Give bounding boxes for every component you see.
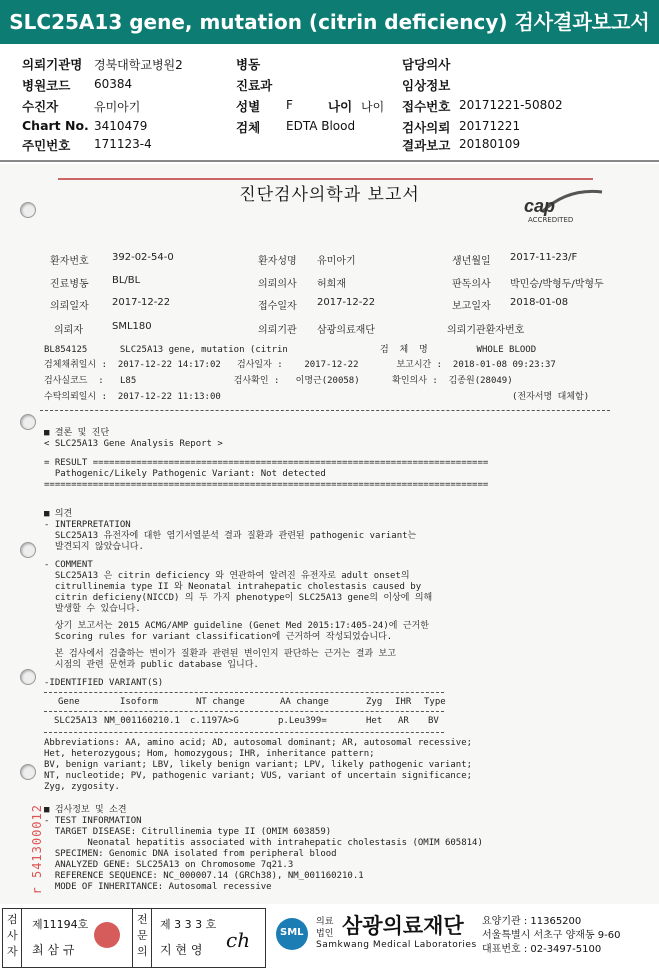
org-name: 삼광의료재단: [342, 914, 464, 938]
cell-aa-change: p.Leu399=: [278, 716, 327, 726]
cap-logo: [522, 186, 607, 226]
hospital-name-value: 경북대학교병원2: [94, 58, 183, 72]
col-gene: Gene: [58, 697, 80, 707]
cell-type: BV: [428, 716, 439, 726]
info-value: 2018-01-08: [510, 297, 569, 308]
identified-variants-heading: -IDENTIFIED VARIANT(S): [44, 678, 164, 688]
info-label: 보고일자: [452, 301, 491, 312]
opinion-heading: ■ 의견: [44, 509, 73, 519]
scanned-report: [0, 164, 659, 904]
info-label: 의뢰일자: [50, 301, 89, 312]
comment-line: SLC25A13 은 citrin deficiency 와 연관하여 알려진 유전자로 adult onset의: [44, 571, 410, 581]
vertical-barcode-text: r 541300012: [30, 804, 44, 895]
info-label: 환자번호: [50, 256, 89, 267]
hospital-code-label: 병원코드: [22, 78, 71, 93]
info-value: SML180: [112, 321, 152, 332]
abbr-line: BV, benign variant; LBV, likely benign variant; LPV, likely pathogenic variant;: [44, 760, 473, 770]
info-label: 의뢰자: [54, 325, 83, 336]
banner-title: SLC25A13 gene, mutation (citrin deficiency) 검사결과보고서: [9, 10, 650, 34]
info-label: 진료병동: [50, 279, 89, 290]
variant-rule-3: [44, 732, 444, 733]
specialist-label: 전문의: [137, 913, 148, 958]
abbr-line: NT, nucleotide; PV, pathogenic variant; VUS, variant of uncertain significance;: [44, 771, 473, 781]
info-value: 392-02-54-0: [112, 252, 174, 263]
chart-no-value: 3410479: [94, 119, 148, 133]
legal-label-1: 의료: [316, 917, 334, 927]
comment-heading: - COMMENT: [44, 560, 93, 570]
info-value: 박민승/박형두/박형두: [510, 279, 604, 290]
divider-1: [40, 410, 610, 411]
address: 서울특별시 서초구 양재동 9-60: [482, 930, 621, 941]
ward-label: 병동: [236, 57, 261, 72]
department-label: 진료과: [236, 78, 273, 93]
red-seal-icon: [94, 922, 120, 948]
result-text: Pathogenic/Likely Pathogenic Variant: Not detected: [44, 469, 326, 479]
conclusion-heading: ■ 결론 및 진단: [44, 428, 110, 438]
info-label: 생년월일: [452, 256, 491, 267]
resident-no-label: 주민번호: [22, 138, 71, 153]
cell-gene: SLC25A13: [54, 716, 98, 726]
comment-line: 시점의 관련 문헌과 public database 입니다.: [44, 660, 259, 670]
interpretation-heading: - INTERPRETATION: [44, 520, 131, 530]
specialist-number: 제 3 3 3 호: [160, 918, 217, 931]
report-date-value: 20180109: [459, 137, 521, 151]
sex-value: F: [286, 98, 293, 112]
legal-label-2: 법인: [316, 929, 334, 939]
receipt-no-label: 접수번호: [402, 99, 451, 114]
comment-line: 상기 보고서는 2015 ACMG/AMP guideline (Genet Med 2015:17:405-24)에 근거한: [44, 621, 429, 631]
cell-nt-change: c.1197A>G: [190, 716, 239, 726]
examiner-name: 최 삼 규: [32, 943, 75, 957]
phone: 대표번호 : 02-3497-5100: [482, 944, 602, 955]
examiner-number: 제11194호: [32, 918, 89, 931]
comment-line: citrullinemia type II 와 Neonatal intrahepatic cholestasis caused by: [44, 582, 422, 592]
specimen-value: EDTA Blood: [286, 119, 356, 133]
specimen-name-line: 검 체 명 WHOLE BLOOD: [380, 345, 537, 355]
age-value: 나이: [361, 100, 385, 114]
conclusion-subtitle: < SLC25A13 Gene Analysis Report >: [44, 439, 223, 449]
info-value: BL/BL: [112, 275, 141, 286]
result-rule-bottom: ==================================================================================: [44, 480, 489, 490]
cell-zyg: Het: [366, 716, 383, 726]
org-english-name: Samkwang Medical Laboratories: [316, 940, 477, 950]
bl-line: BL854125 SLC25A13 gene, mutation (citrin: [44, 345, 288, 355]
hospital-name-label: 의뢰기관명: [22, 57, 83, 72]
sex-label: 성별: [236, 99, 261, 114]
age-label: 나이: [328, 99, 353, 114]
receipt-no-value: 20171221-50802: [459, 98, 563, 112]
col-isoform: Isoform: [120, 697, 158, 707]
info-value: 삼광의료재단: [317, 325, 375, 336]
col-ihr: IHR: [395, 697, 412, 707]
report-banner: [0, 0, 659, 44]
col-zyg: Zyg: [366, 697, 383, 707]
punch-hole-1: [20, 202, 36, 218]
physician-label: 담당의사: [402, 57, 451, 72]
resident-no-value: 171123-4: [94, 137, 152, 151]
hospital-code-value: 60384: [94, 77, 133, 91]
col-aa-change: AA change: [280, 697, 329, 707]
comment-line: Scoring rules for variant classification에 근거하여 작성되었습니다.: [44, 632, 393, 642]
info-value: 허희재: [317, 279, 346, 290]
cap-accredited: ACCREDITED: [528, 216, 574, 224]
clinical-info-label: 임상정보: [402, 78, 451, 93]
patient-header: [0, 44, 659, 162]
footer: [0, 904, 659, 972]
comment-line: citrin deficieny(NICCD) 의 두 가지 phenotype이 SLC25A13 gene의 이상에 의해: [44, 593, 433, 603]
interpretation-line-1: SLC25A13 유전자에 대한 염기서열분석 결과 질환과 관련된 pathogenic variant는: [44, 531, 417, 541]
col-nt-change: NT change: [196, 697, 245, 707]
info-value: 2017-12-22: [112, 297, 171, 308]
result-rule-top: = RESULT =========================================================================: [44, 458, 489, 468]
specimen-label: 검체: [236, 120, 261, 135]
abbr-line: Zyg, zygosity.: [44, 782, 120, 792]
test-line: ANALYZED GENE: SLC25A13 on Chromosome 7q21.3: [44, 860, 294, 870]
punch-hole-5: [20, 764, 36, 780]
sml-logo-text: SML: [280, 927, 304, 938]
test-line: TARGET DISEASE: Citrullinemia type II (OMIM 603859): [44, 827, 332, 837]
info-value: 2017-12-22: [317, 297, 376, 308]
info-value: 유미아기: [317, 256, 356, 267]
report-date-label: 결과보고: [402, 138, 451, 153]
test-info-heading: ■ 검사정보 및 소견: [44, 805, 127, 815]
test-line: SPECIMEN: Genomic DNA isolated from peripheral blood: [44, 849, 337, 859]
cell-isoform: NM_001160210.1: [104, 716, 180, 726]
test-line: - TEST INFORMATION: [44, 816, 142, 826]
patient-label: 수진자: [22, 99, 59, 114]
e-signature-note: (전자서명 대체함): [512, 392, 590, 402]
request-date-value: 20171221: [459, 119, 521, 133]
comment-line: 발생할 수 있습니다.: [44, 604, 141, 614]
punch-hole-3: [20, 542, 36, 558]
interpretation-line-2: 발견되지 않았습니다.: [44, 542, 144, 552]
variant-rule-2: [44, 711, 444, 712]
report-title: 진단검사의학과 보고서: [239, 185, 420, 205]
variant-rule-1: [44, 692, 444, 693]
test-line: Neonatal hepatitis associated with intrahepatic cholestasis (OMIM 605814): [44, 838, 483, 848]
institution-code: 요양기관 : 11365200: [482, 916, 582, 927]
sample-line-2: 검사실코드 : L85 검사확인 : 이명근(20058) 확인의사 : 김종원(28049): [44, 376, 513, 386]
test-line: MODE OF INHERITANCE: Autosomal recessive: [44, 882, 272, 892]
examiner-label: 검사자: [7, 913, 18, 958]
cap-text: cap: [524, 196, 556, 216]
col-type: Type: [424, 697, 446, 707]
info-value: 2017-11-23/F: [510, 252, 578, 263]
info-label: 접수일자: [258, 301, 297, 312]
info-label: 의뢰기관환자번호: [447, 325, 525, 336]
abbr-line: Het, heterozygous; Hom, homozygous; IHR, inheritance pattern;: [44, 749, 375, 759]
specialist-name: 지 현 영: [160, 943, 203, 957]
comment-line: 본 검사에서 검출하는 변이가 질환과 관련된 변이인지 판단하는 근거는 결과 보고: [44, 649, 396, 659]
specialist-signature: ch: [226, 928, 251, 952]
cell-ihr: AR: [398, 716, 409, 726]
punch-hole-2: [20, 414, 36, 430]
abbr-line: Abbreviations: AA, amino acid; AD, autosomal dominant; AR, autosomal recessive;: [44, 738, 473, 748]
info-label: 환자성명: [258, 256, 297, 267]
info-label: 의뢰의사: [258, 279, 297, 290]
request-date-label: 검사의뢰: [402, 120, 451, 135]
sample-line-1: 검체채취일시 : 2017-12-22 14:17:02 검사일자 : 2017-12-22 보고시간 : 2018-01-08 09:23:37: [44, 360, 556, 370]
info-label: 판독의사: [452, 279, 491, 290]
test-line: REFERENCE SEQUENCE: NC_000007.14 (GRCh38), NM_001160210.1: [44, 871, 364, 881]
patient-value: 유미아기: [94, 100, 141, 114]
chart-no-label: Chart No.: [22, 118, 89, 133]
info-label: 의뢰기관: [258, 325, 297, 336]
sample-line-3: 수탁의뢰일시 : 2017-12-22 11:13:00: [44, 392, 221, 402]
punch-hole-4: [20, 669, 36, 685]
